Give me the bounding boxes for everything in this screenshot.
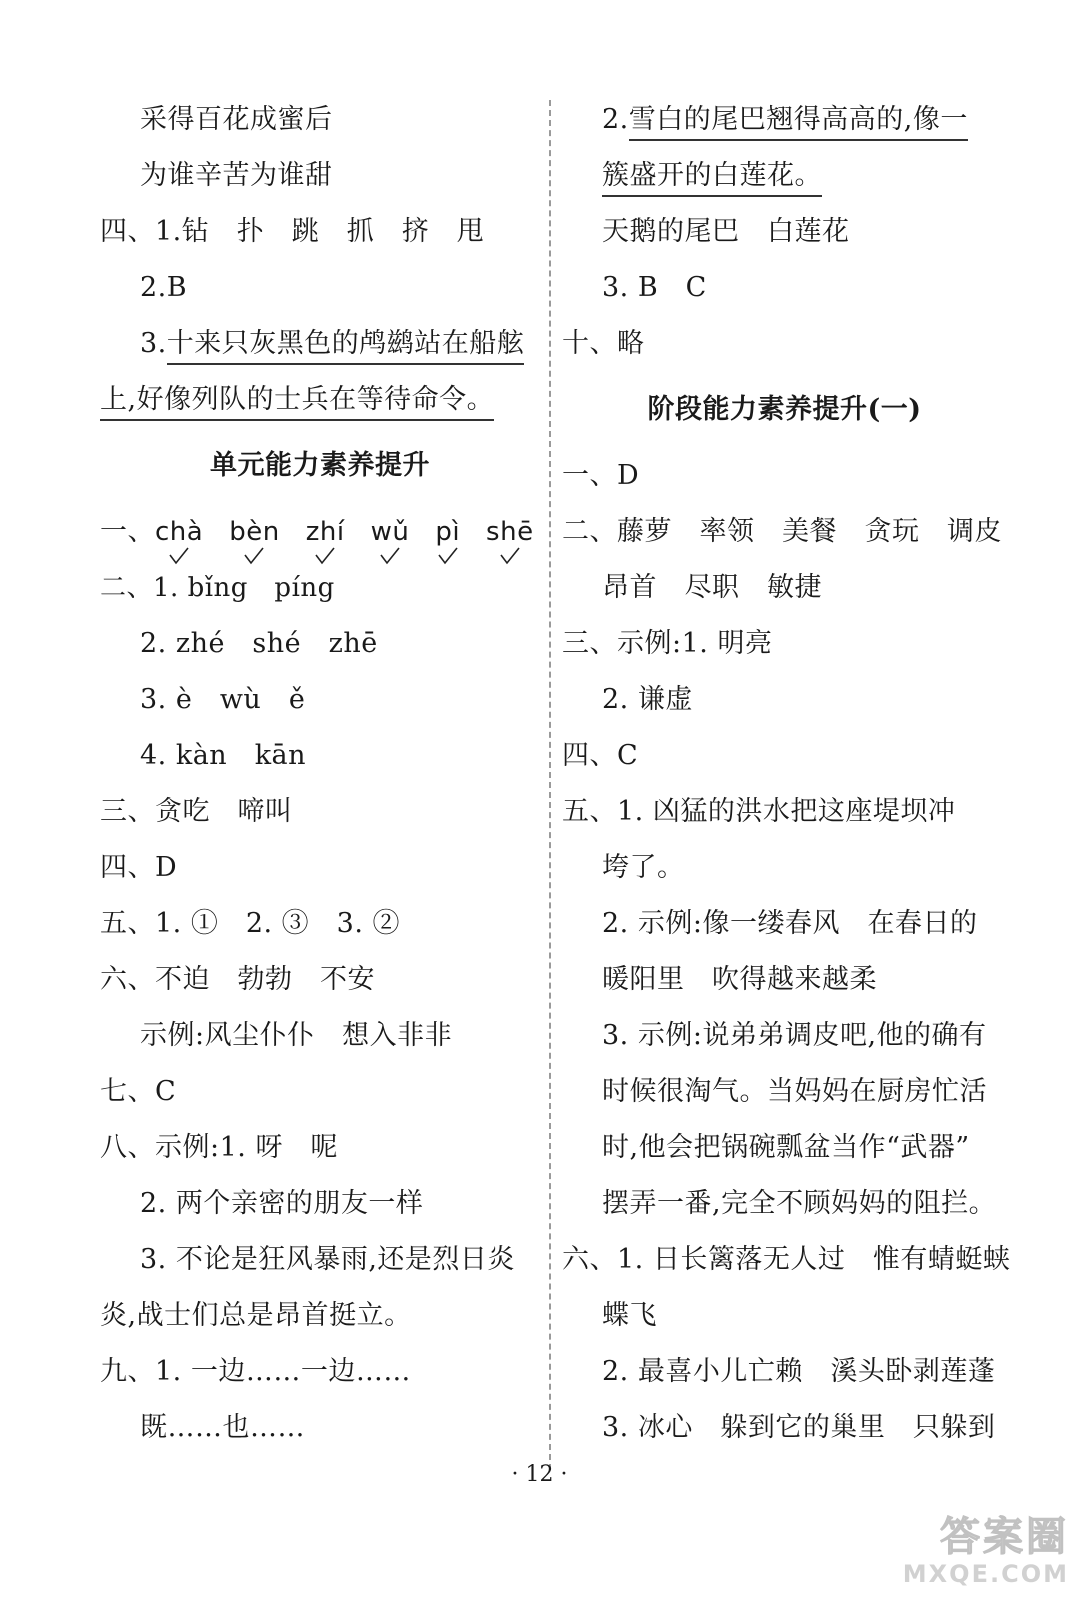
answer-line: 十、略 — [562, 328, 645, 359]
answer-line: 四、C — [562, 740, 639, 771]
answer-line: 六、不迫 勃勃 不安 — [100, 964, 375, 995]
answer-line: 摆弄一番,完全不顾妈妈的阻拦。 — [602, 1188, 997, 1219]
site-watermark — [879, 1514, 1069, 1592]
page-number: · 12 · — [511, 1462, 568, 1487]
section-heading: 单元能力素养提升 — [210, 450, 430, 481]
answer-line: 四、D — [100, 852, 178, 883]
answer-line: 2. 最喜小儿亡赖 溪头卧剥莲蓬 — [602, 1356, 996, 1387]
answer-line — [562, 148, 1007, 204]
watermark-url: MXQE.COM — [902, 1560, 1069, 1588]
answer-line: 3. 示例:说弟弟调皮吧,他的确有 — [602, 1020, 987, 1051]
pinyin-syllable: pì — [435, 504, 460, 560]
answer-line — [100, 316, 540, 372]
answer-line: 七、C — [100, 1076, 177, 1107]
answer-line — [100, 372, 540, 428]
pinyin-syllable: shē — [486, 504, 534, 560]
answer-line: 炎,战士们总是昂首挺立。 — [100, 1300, 412, 1331]
item-number: 2. — [602, 104, 629, 135]
left-column — [100, 92, 540, 1456]
answer-line: 三、贪吃 啼叫 — [100, 796, 293, 827]
answer-line: 二、藤萝 率领 美餐 贪玩 调皮 — [562, 516, 1002, 547]
answer-line: 示例:风尘仆仆 想入非非 — [140, 1020, 453, 1051]
pinyin-answer-row — [100, 504, 540, 560]
answer-line: 五、1. 凶猛的洪水把这座堤坝冲 — [562, 796, 956, 827]
column-divider — [549, 100, 551, 1470]
underlined-sentence: 雪白的尾巴翘得高高的,像一 — [629, 100, 968, 141]
answer-line: 2. 示例:像一缕春风 在春日的 — [602, 908, 978, 939]
right-column — [562, 92, 1011, 1456]
answer-line: 时,他会把锅碗瓢盆当作“武器” — [602, 1132, 970, 1163]
answer-line: 蝶飞 — [602, 1300, 657, 1331]
check-mark-icon — [499, 546, 521, 566]
answer-line: 3. 不论是狂风暴雨,还是烈日炎 — [140, 1244, 515, 1275]
pinyin-syllable: zhí — [306, 504, 345, 560]
check-mark-icon — [379, 546, 401, 566]
answer-line: 2. zhé shé zhē — [140, 628, 378, 659]
underlined-sentence: 十来只灰黑色的鸬鹚站在船舷 — [167, 324, 525, 365]
answer-line: 2.B — [140, 272, 188, 303]
answer-line: 3. 冰心 躲到它的巢里 只躲到 — [602, 1412, 996, 1443]
watermark-logo-text: 答案圈 — [940, 1514, 1069, 1560]
answer-line: 3. è wù ě — [140, 684, 306, 715]
check-mark-icon — [168, 546, 190, 566]
answer-line: 4. kàn kān — [140, 740, 307, 771]
answer-line: 四、1.钻 扑 跳 抓 挤 甩 — [100, 216, 485, 247]
answer-line: 天鹅的尾巴 白莲花 — [602, 216, 850, 247]
underlined-sentence: 上,好像列队的士兵在等待命令。 — [100, 380, 494, 421]
answer-line: 三、示例:1. 明亮 — [562, 628, 773, 659]
question-number: 一、 — [100, 516, 155, 547]
answer-line: 2. 两个亲密的朋友一样 — [140, 1188, 424, 1219]
answer-line: 九、1. 一边……一边…… — [100, 1356, 411, 1387]
pinyin-syllable: bèn — [229, 504, 279, 560]
item-number: 3. — [140, 328, 167, 359]
answer-line: 五、1. ① 2. ③ 3. ② — [100, 908, 401, 939]
pinyin-syllable: chà — [155, 504, 203, 560]
answer-line: 暖阳里 吹得越来越柔 — [602, 964, 877, 995]
poem-line: 为谁辛苦为谁甜 — [140, 160, 333, 191]
section-heading: 阶段能力素养提升(一) — [647, 394, 922, 425]
answer-line: 六、1. 日长篱落无人过 惟有蜻蜓蛱 — [562, 1244, 1011, 1275]
answer-line: 3. B C — [602, 272, 707, 303]
pinyin-syllable: wǔ — [371, 504, 410, 560]
poem-line: 采得百花成蜜后 — [140, 104, 333, 135]
answer-line: 既……也…… — [140, 1412, 305, 1443]
answer-line: 八、示例:1. 呀 呢 — [100, 1132, 338, 1163]
answer-line: 2. 谦虚 — [602, 684, 693, 715]
answer-line: 昂首 尽职 敏捷 — [602, 572, 822, 603]
check-mark-icon — [243, 546, 265, 566]
underlined-sentence: 簇盛开的白莲花。 — [602, 156, 822, 197]
check-mark-icon — [437, 546, 459, 566]
answer-line — [562, 92, 1007, 148]
pinyin-list — [155, 517, 534, 547]
answer-line: 二、1. bǐng píng — [100, 573, 335, 603]
answer-line: 垮了。 — [602, 852, 685, 883]
answer-line: 时候很淘气。当妈妈在厨房忙活 — [602, 1076, 987, 1107]
answer-line: 一、D — [562, 460, 640, 491]
check-mark-icon — [314, 546, 336, 566]
